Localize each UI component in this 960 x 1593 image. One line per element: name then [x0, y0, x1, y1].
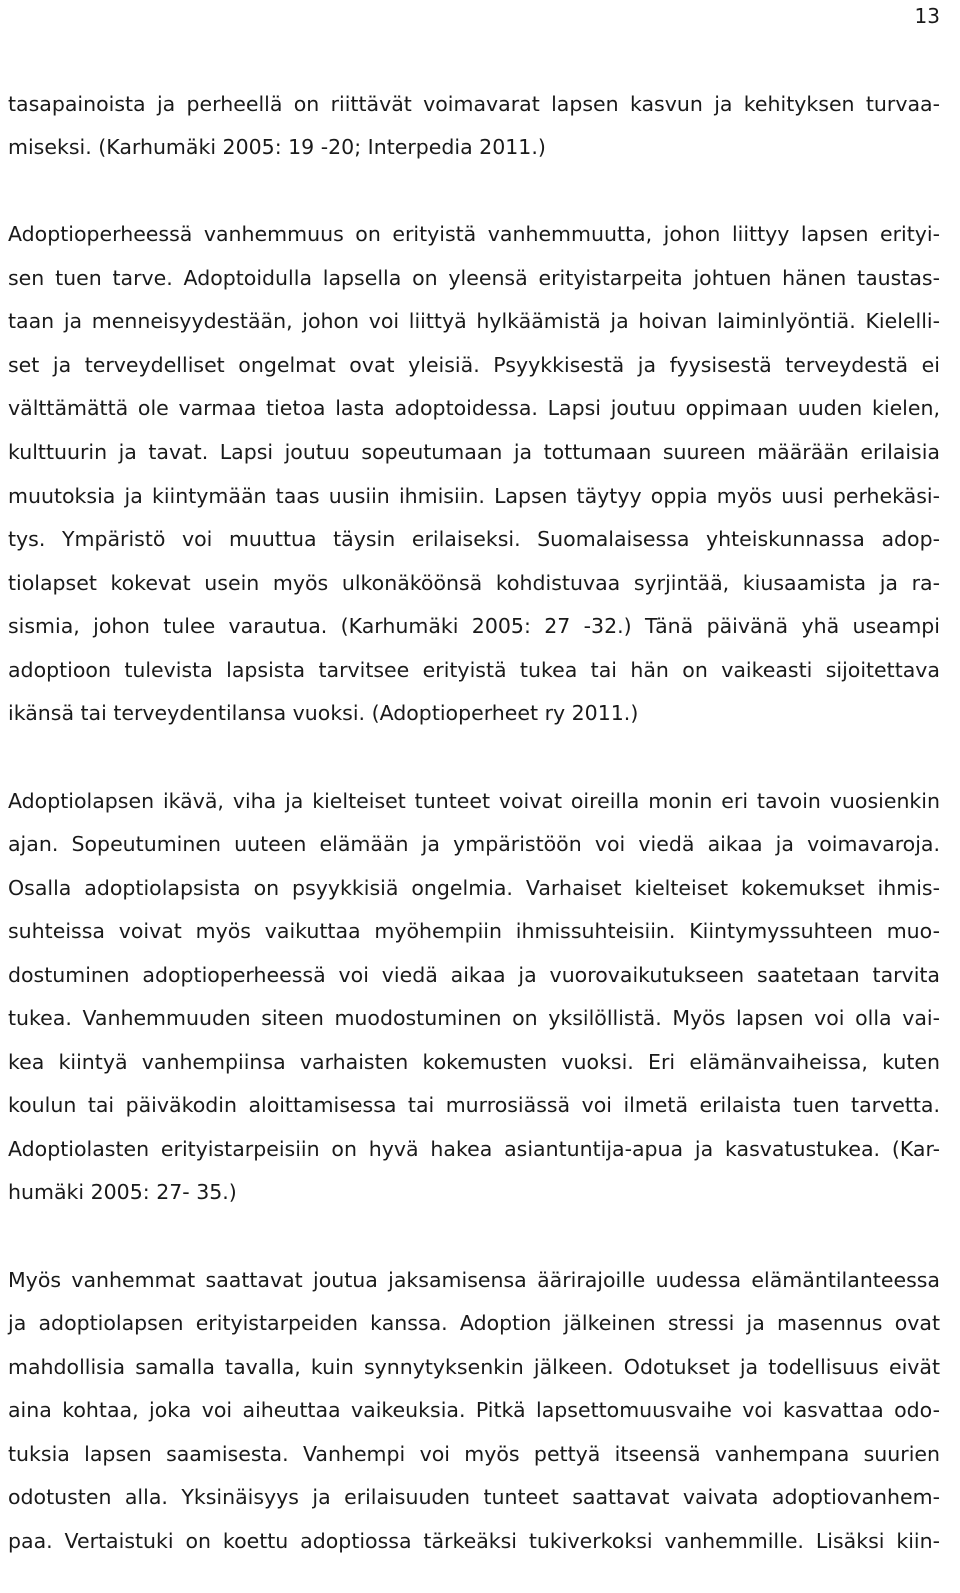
text-line: adoptioon tulevista lapsista tarvitsee erityistä tukea tai hän on vaikeasti sijoitettava: [8, 658, 940, 682]
text-line: taan ja menneisyydestään, johon voi liittyä hylkäämistä ja hoivan laiminlyöntiä. Kielelli-: [8, 309, 940, 333]
text-line: tukea. Vanhemmuuden siteen muodostuminen on yksilöllistä. Myös lapsen voi olla vai-: [8, 1006, 940, 1030]
text-line: kulttuurin ja tavat. Lapsi joutuu sopeutumaan ja tottumaan suureen määrään erilaisia: [8, 440, 940, 464]
page-number: 13: [914, 4, 940, 28]
text-line: odotusten alla. Yksinäisyys ja erilaisuuden tunteet saattavat vaivata adoptiovanhem-: [8, 1485, 940, 1509]
text-line: suhteissa voivat myös vaikuttaa myöhempiin ihmissuhteisiin. Kiintymyssuhteen muo-: [8, 919, 940, 943]
text-line: koulun tai päiväkodin aloittamisessa tai murrosiässä voi ilmetä erilaista tuen tarvetta.: [8, 1093, 940, 1117]
text-line: Adoptiolapsen ikävä, viha ja kielteiset tunteet voivat oireilla monin eri tavoin vuosienkin: [8, 789, 940, 813]
text-line: tiolapset kokevat usein myös ulkonäköönsä kohdistuvaa syrjintää, kiusaamista ja ra-: [8, 571, 940, 595]
text-line: sen tuen tarve. Adoptoidulla lapsella on yleensä erityistarpeita johtuen hänen taustas-: [8, 266, 940, 290]
text-line: set ja terveydelliset ongelmat ovat yleisiä. Psyykkisestä ja fyysisestä terveydestä ei: [8, 353, 940, 377]
text-line: Osalla adoptiolapsista on psyykkisiä ongelmia. Varhaiset kielteiset kokemukset ihmis-: [8, 876, 940, 900]
text-line: tys. Ympäristö voi muuttua täysin erilaiseksi. Suomalaisessa yhteiskunnassa adop-: [8, 527, 940, 551]
text-line: välttämättä ole varmaa tietoa lasta adoptoidessa. Lapsi joutuu oppimaan uuden kielen,: [8, 396, 940, 420]
text-line: miseksi. (Karhumäki 2005: 19 -20; Interpedia 2011.): [8, 135, 546, 159]
text-line: muutoksia ja kiintymään taas uusiin ihmisiin. Lapsen täytyy oppia myös uusi perhekäsi-: [8, 484, 940, 508]
text-line: dostuminen adoptioperheessä voi viedä aikaa ja vuorovaikutukseen saatetaan tarvita: [8, 963, 940, 987]
text-line: humäki 2005: 27- 35.): [8, 1180, 237, 1204]
text-line: ajan. Sopeutuminen uuteen elämään ja ympäristöön voi viedä aikaa ja voimavaroja.: [8, 832, 940, 856]
text-line: tuksia lapsen saamisesta. Vanhempi voi myös pettyä itseensä vanhempana suurien: [8, 1442, 940, 1466]
text-line: mahdollisia samalla tavalla, kuin synnytyksenkin jälkeen. Odotukset ja todellisuus eivät: [8, 1355, 940, 1379]
text-line: ikänsä tai terveydentilansa vuoksi. (Adoptioperheet ry 2011.): [8, 701, 639, 725]
text-line: tasapainoista ja perheellä on riittävät voimavarat lapsen kasvun ja kehityksen turvaa-: [8, 92, 940, 116]
text-line: sismia, johon tulee varautua. (Karhumäki 2005: 27 -32.) Tänä päivänä yhä useampi: [8, 614, 940, 638]
text-line: paa. Vertaistuki on koettu adoptiossa tärkeäksi tukiverkoksi vanhemmille. Lisäksi kiin-: [8, 1529, 940, 1553]
text-line: Adoptioperheessä vanhemmuus on erityistä vanhemmuutta, johon liittyy lapsen erityi-: [8, 222, 940, 246]
text-line: ja adoptiolapsen erityistarpeiden kanssa. Adoption jälkeinen stressi ja masennus ovat: [8, 1311, 940, 1335]
text-line: kea kiintyä vanhempiinsa varhaisten kokemusten vuoksi. Eri elämänvaiheissa, kuten: [8, 1050, 940, 1074]
text-line: aina kohtaa, joka voi aiheuttaa vaikeuksia. Pitkä lapsettomuusvaihe voi kasvattaa odo-: [8, 1398, 940, 1422]
text-line: Adoptiolasten erityistarpeisiin on hyvä hakea asiantuntija-apua ja kasvatustukea. (Kar-: [8, 1137, 940, 1161]
text-line: Myös vanhemmat saattavat joutua jaksamisensa äärirajoille uudessa elämäntilanteessa: [8, 1268, 940, 1292]
